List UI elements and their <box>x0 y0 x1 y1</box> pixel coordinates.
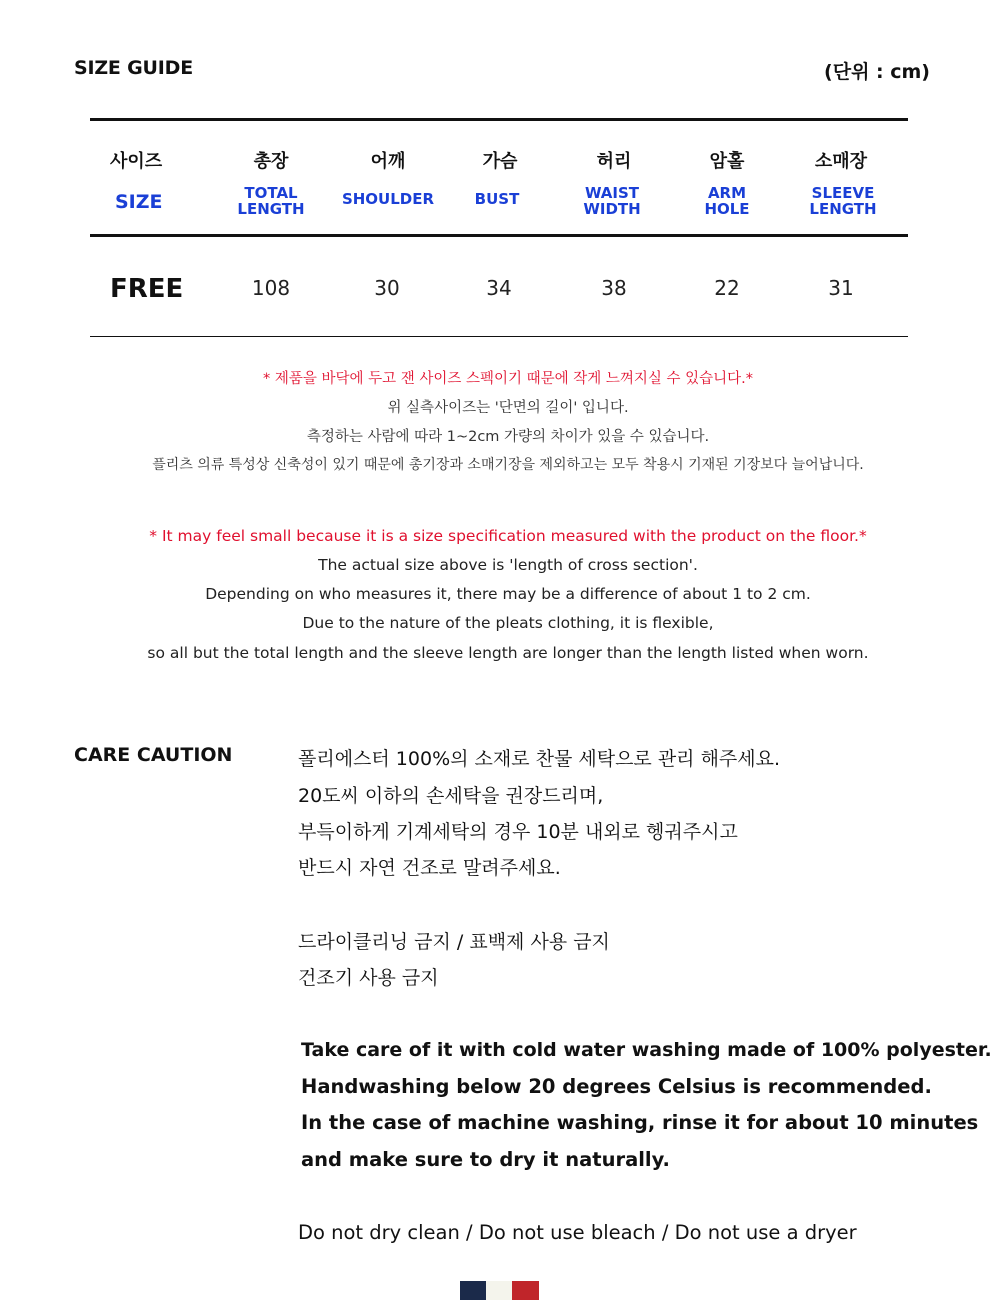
note-en-line: The actual size above is 'length of cross section'. <box>318 556 698 574</box>
note-en-warning: * It may feel small because it is a size specification measured with the product on the floor.* <box>149 527 867 545</box>
col-header-bust-en: BUST <box>474 190 520 208</box>
col-header-armhole-en: ARM HOLE <box>704 184 750 218</box>
value-total-length: 108 <box>251 276 291 300</box>
note-ko-line: 위 실측사이즈는 '단면의 길이' 입니다. <box>387 400 629 416</box>
flag-white-block <box>486 1281 512 1300</box>
col-header-bust-ko: 가슴 <box>482 151 518 172</box>
note-en-line: Due to the nature of the pleats clothing, it is flexible, <box>302 614 714 632</box>
size-free-label: FREE <box>110 274 184 304</box>
table-bottom-rule <box>90 336 908 337</box>
col-header-total-length-ko: 총장 <box>253 151 289 172</box>
care-ko-line: 20도씨 이하의 손세탁을 권장드리며, <box>298 785 604 807</box>
col-header-waist-ko: 허리 <box>596 151 632 172</box>
col-header-waist-en: WAIST WIDTH <box>583 184 641 218</box>
col-header-shoulder-en: SHOULDER <box>341 190 435 208</box>
col-header-size-en: SIZE <box>115 191 163 213</box>
unit-label: (단위 : cm) <box>824 61 930 83</box>
table-header-rule <box>90 234 908 237</box>
care-ko-line: 부득이하게 기계세탁의 경우 10분 내외로 헹궈주시고 <box>298 821 738 843</box>
care-en-line: Handwashing below 20 degrees Celsius is recommended. <box>301 1075 932 1098</box>
note-ko-warning: * 제품을 바닥에 두고 잰 사이즈 스펙이기 때문에 작게 느껴지실 수 있습니다.* <box>262 371 754 387</box>
value-sleeve: 31 <box>828 276 854 300</box>
value-bust: 34 <box>486 276 512 300</box>
care-ko-prohibition: 드라이클리닝 금지 / 표백제 사용 금지 <box>298 931 610 953</box>
col-header-total-length-en: TOTAL LENGTH <box>237 184 305 218</box>
col-header-sleeve-en: SLEEVE LENGTH <box>809 184 877 218</box>
care-ko-prohibition: 건조기 사용 금지 <box>298 967 439 989</box>
note-ko-line: 플리츠 의류 특성상 신축성이 있기 때문에 총기장과 소매기장을 제외하고는 모두 착용시 기재된 기장보다 늘어납니다. <box>152 457 864 473</box>
value-armhole: 22 <box>714 276 740 300</box>
care-caution-title: CARE CAUTION <box>74 744 233 766</box>
flag-navy-block <box>460 1281 486 1300</box>
flag-red-block <box>512 1281 539 1300</box>
note-en-line: Depending on who measures it, there may be a difference of about 1 to 2 cm. <box>205 585 811 603</box>
care-en-line: Take care of it with cold water washing made of 100% polyester. <box>301 1039 992 1061</box>
care-en-line: In the case of machine washing, rinse it for about 10 minutes <box>301 1111 979 1134</box>
value-waist: 38 <box>601 276 627 300</box>
care-ko-line: 반드시 자연 건조로 말려주세요. <box>298 857 561 879</box>
note-en-line: so all but the total length and the sleeve length are longer than the length listed when worn. <box>147 644 869 662</box>
table-top-rule <box>90 118 908 121</box>
value-shoulder: 30 <box>374 276 400 300</box>
care-ko-line: 폴리에스터 100%의 소재로 찬물 세탁으로 관리 해주세요. <box>298 748 781 770</box>
col-header-armhole-ko: 암홀 <box>709 151 745 172</box>
note-ko-line: 측정하는 사람에 따라 1~2cm 가량의 차이가 있을 수 있습니다. <box>306 429 710 445</box>
col-header-size-ko: 사이즈 <box>110 151 163 172</box>
care-en-line: and make sure to dry it naturally. <box>301 1148 670 1171</box>
size-guide-title: SIZE GUIDE <box>74 57 193 79</box>
care-en-prohibition: Do not dry clean / Do not use bleach / Do not use a dryer <box>298 1221 857 1244</box>
col-header-sleeve-ko: 소매장 <box>814 151 868 172</box>
col-header-shoulder-ko: 어깨 <box>370 151 406 172</box>
